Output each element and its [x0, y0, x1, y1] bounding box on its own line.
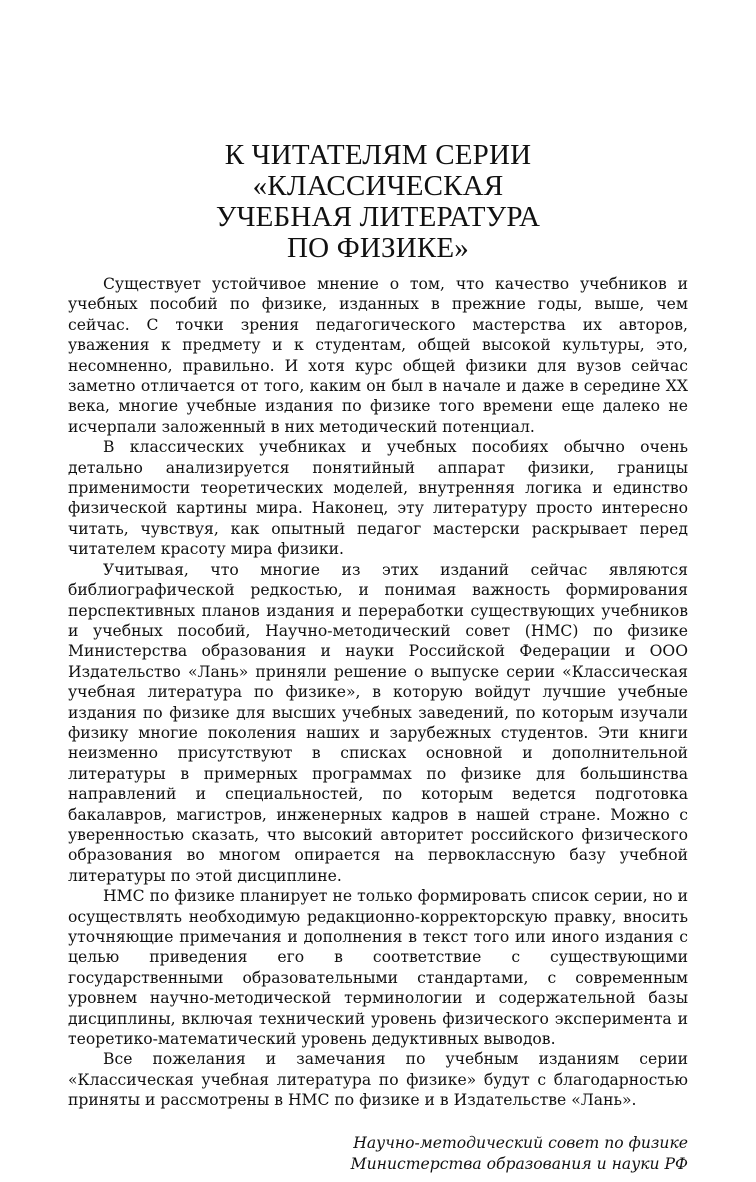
paragraph-4: НМС по физике планирует не только формировать список серии, но и осуществлять необходимую редакционно-корректорскую правку, вносить уточняющие примечания и дополнения в текст того или иного издания с целью приведения его в соответствие с существующими государственными образовательными стандартами, с современным уровнем научно-методической терминологии и содержательной базы дисциплины, включая технический уровень физического эксперимента и теоретико-математический уровень дедуктивных выводов. [68, 887, 688, 1049]
signature [68, 1133, 688, 1175]
page-title [68, 140, 688, 264]
paragraph-5: Все пожелания и замечания по учебным изданиям серии «Классическая учебная литература по физике» будут с благодарностью приняты и рассмотрены в НМС по физике и в Издательстве «Лань». [68, 1050, 688, 1110]
paragraph-2: В классических учебниках и учебных пособиях обычно очень детально анализируется понятийный аппарат физики, границы применимости теоретических моделей, внутренняя логика и единство физической картины мира. Наконец, эту литературу просто интересно читать, чувствуя, как опытный педагог мастерски раскрывает перед читателем красоту мира физики. [68, 438, 688, 559]
title-line-1: К ЧИТАТЕЛЯМ СЕРИИ [224, 139, 532, 171]
signature-line-2: Министерства образования и науки РФ [350, 1154, 688, 1173]
title-line-4: ПО ФИЗИКЕ» [286, 232, 470, 264]
title-line-2: «КЛАССИЧЕСКАЯ [252, 170, 504, 202]
document-page [68, 0, 688, 1182]
signature-line-1: Научно-методический совет по физике [353, 1133, 688, 1152]
paragraph-1: Существует устойчивое мнение о том, что качество учебников и учебных пособий по физике, изданных в прежние годы, выше, чем сейчас. С точки зрения педагогического мастерства их авторов, уважения к предмету и к студентам, общей высокой культуры, это, несомненно, правильно. И хотя курс общей физики для вузов сейчас заметно отличается от того, каким он был в начале и даже в середине XX века, многие учебные издания по физике того времени еще далеко не исчерпали заложенный в них методический потенциал. [68, 275, 688, 436]
body-text [68, 274, 688, 1111]
title-line-3: УЧЕБНАЯ ЛИТЕРАТУРА [215, 201, 541, 233]
paragraph-3: Учитывая, что многие из этих изданий сейчас являются библиографической редкостью, и понимая важность формирования перспективных планов издания и переработки существующих учебников и учебных пособий, Научно-методический совет (НМС) по физике Министерства образования и науки Российской Федерации и ООО Издательство «Лань» приняли решение о выпуске серии «Классическая учебная литература по физике», в которую войдут лучшие учебные издания по физике для высших учебных заведений, по которым изучали физику многие поколения наших и зарубежных студентов. Эти книги неизменно присутствуют в списках основной и дополнительной литературы в примерных программах по физике для большинства направлений и специальностей, по которым ведется подготовка бакалавров, магистров, инженерных кадров в нашей стране. Можно с уверенностью сказать, что высокий авторитет российского физического образования во многом опирается на первоклассную базу учебной литературы по этой дисциплине. [68, 560, 688, 885]
